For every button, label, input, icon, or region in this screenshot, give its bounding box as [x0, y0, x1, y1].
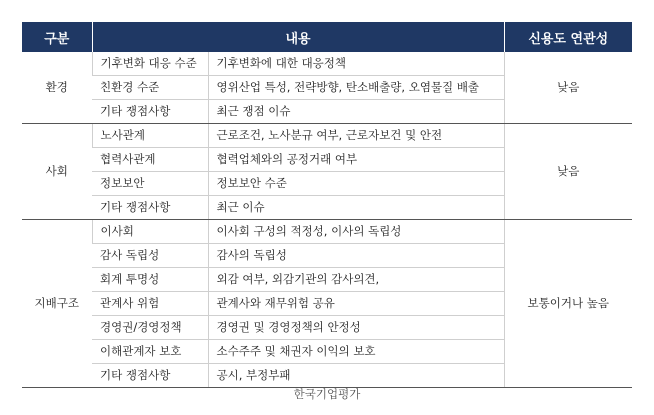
- detail-cell: 공시, 부정부패: [208, 364, 504, 388]
- header-credit-relevance: 신용도 연관성: [504, 22, 632, 52]
- detail-cell: 영위산업 특성, 전략방향, 탄소배출량, 오염물질 배출: [208, 76, 504, 100]
- item-cell: 이해관계자 보호: [92, 340, 208, 364]
- table-row: [22, 124, 632, 148]
- esg-table-container: [22, 22, 632, 388]
- detail-cell: 경영권 및 경영정책의 안정성: [208, 316, 504, 340]
- table-row: [22, 220, 632, 244]
- detail-cell: 기후변화에 대한 대응정책: [208, 52, 504, 76]
- header-category: 구분: [22, 22, 92, 52]
- table-row: [22, 52, 632, 76]
- esg-credit-table: [22, 22, 632, 388]
- item-cell: 감사 독립성: [92, 244, 208, 268]
- credit-relevance-governance: 보통이거나 높음: [504, 220, 632, 388]
- item-cell: 관계사 위험: [92, 292, 208, 316]
- detail-cell: 정보보안 수준: [208, 172, 504, 196]
- item-cell: 회계 투명성: [92, 268, 208, 292]
- category-governance: 지배구조: [22, 220, 92, 388]
- credit-relevance-social: 낮음: [504, 124, 632, 220]
- item-cell: 협력사관계: [92, 148, 208, 172]
- detail-cell: 최근 쟁점 이슈: [208, 100, 504, 124]
- item-cell: 정보보안: [92, 172, 208, 196]
- item-cell: 친환경 수준: [92, 76, 208, 100]
- item-cell: 기후변화 대응 수준: [92, 52, 208, 76]
- detail-cell: 감사의 독립성: [208, 244, 504, 268]
- header-content: 내용: [92, 22, 504, 52]
- table-header-row: [22, 22, 632, 52]
- item-cell: 기타 쟁점사항: [92, 364, 208, 388]
- detail-cell: 이사회 구성의 적정성, 이사의 독립성: [208, 220, 504, 244]
- detail-cell: 외감 여부, 외감기관의 감사의견,: [208, 268, 504, 292]
- detail-cell: 최근 이슈: [208, 196, 504, 220]
- detail-cell: 협력업체와의 공정거래 여부: [208, 148, 504, 172]
- item-cell: 기타 쟁점사항: [92, 196, 208, 220]
- item-cell: 노사관계: [92, 124, 208, 148]
- item-cell: 이사회: [92, 220, 208, 244]
- item-cell: 경영권/경영정책: [92, 316, 208, 340]
- category-environment: 환경: [22, 52, 92, 124]
- detail-cell: 소수주주 및 채권자 이익의 보호: [208, 340, 504, 364]
- credit-relevance-environment: 낮음: [504, 52, 632, 124]
- category-social: 사회: [22, 124, 92, 220]
- detail-cell: 근로조건, 노사분규 여부, 근로자보건 및 안전: [208, 124, 504, 148]
- detail-cell: 관계사와 재무위험 공유: [208, 292, 504, 316]
- source-caption: 한국기업평가: [293, 387, 361, 401]
- item-cell: 기타 쟁점사항: [92, 100, 208, 124]
